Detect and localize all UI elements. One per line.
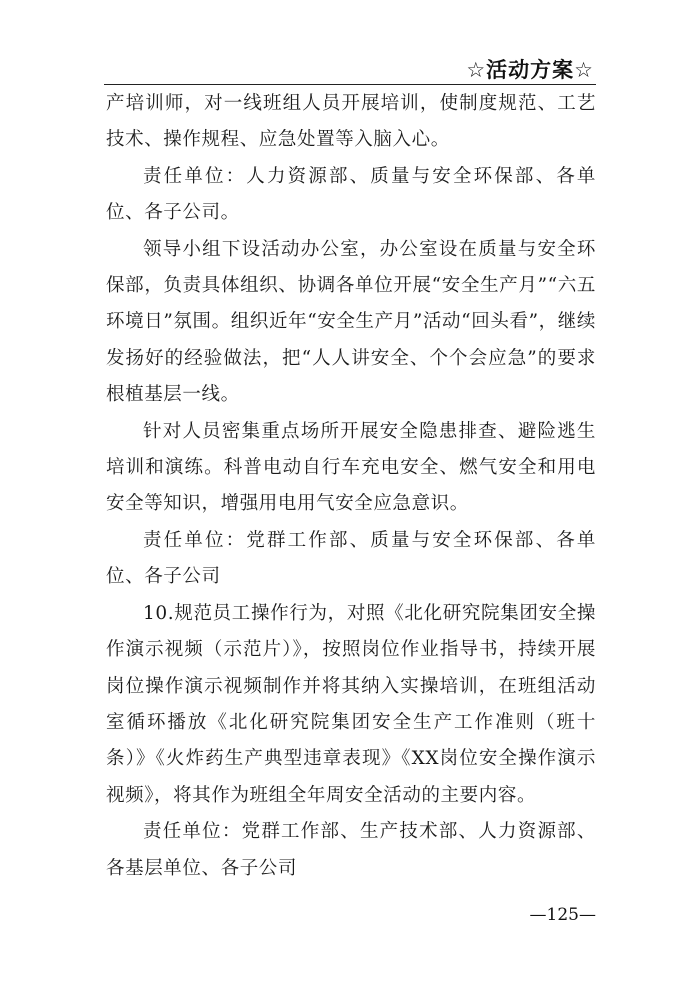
paragraph: 责任单位：党群工作部、质量与安全环保部、各单位、各子公司 xyxy=(106,529,596,588)
document-body xyxy=(106,86,596,887)
header-title: ☆活动方案☆ xyxy=(466,58,594,82)
paragraph-continued: 产培训师，对一线班组人员开展培训，使制度规范、工艺技术、操作规程、应急处置等入脑入心。 xyxy=(106,93,596,151)
paragraph: 领导小组下设活动办公室，办公室设在质量与安全环保部，负责具体组织、协调各单位开展“安全生产月”“六五环境日”氛围。组织近年“安全生产月”活动“回头看”，继续发扬好的经验做法，把“人人讲安全、个个会应急”的要求根植基层一线。 xyxy=(106,238,596,406)
page-number: —125— xyxy=(529,905,596,925)
paragraph: 10.规范员工操作行为，对照《北化研究院集团安全操作演示视频（示范片）》，按照岗位作业指导书，持续开展岗位操作演示视频制作并将其纳入实操培训，在班组活动室循环播放《北化研究院集团安全生产工作准则（班十条）》《火炸药生产典型违章表现》《XX岗位安全操作演示视频》，将其作为班组全年周安全活动的主要内容。 xyxy=(106,602,596,806)
paragraph: 责任单位：党群工作部、生产技术部、人力资源部、各基层单位、各子公司 xyxy=(106,821,596,879)
paragraph: 责任单位：人力资源部、质量与安全环保部、各单位、各子公司。 xyxy=(106,165,596,224)
paragraph: 针对人员密集重点场所开展安全隐患排查、避险逃生培训和演练。科普电动自行车充电安全、燃气安全和用电安全等知识，增强用电用气安全应急意识。 xyxy=(106,420,596,515)
header-rule xyxy=(104,84,596,85)
